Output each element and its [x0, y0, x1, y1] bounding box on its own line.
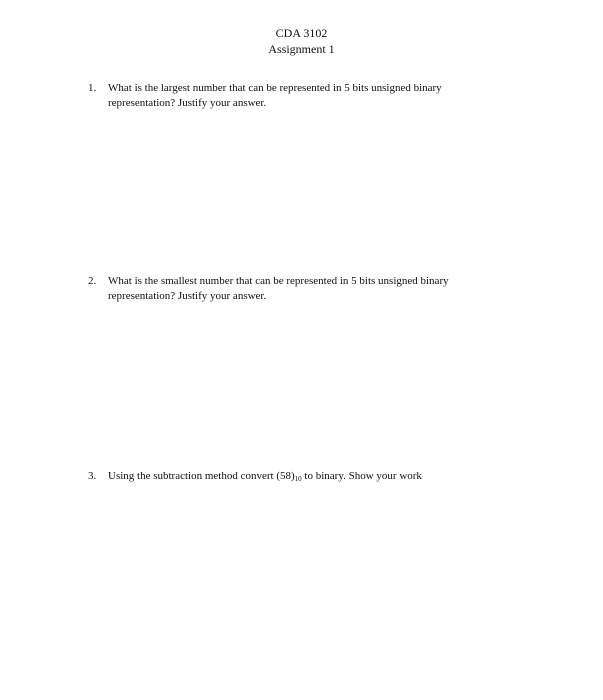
question-text: What is the largest number that can be represented in 5 bits unsigned binary representation? Justify your answer.	[108, 82, 442, 109]
question-text-before: Using the subtraction method convert (58)	[108, 470, 295, 482]
question-text: What is the smallest number that can be represented in 5 bits unsigned binary representation? Justify your answer.	[108, 275, 449, 302]
question-text	[108, 469, 508, 487]
question-3	[88, 469, 508, 487]
course-title: CDA 3102	[275, 26, 328, 40]
question-number: 2.	[88, 275, 97, 287]
question-text-after: to binary. Show your work	[301, 470, 422, 482]
question-2	[88, 274, 508, 304]
base-subscript: 10	[294, 475, 302, 483]
question-number: 3.	[88, 470, 97, 482]
assignment-title: Assignment 1	[268, 42, 335, 56]
question-1	[88, 81, 508, 111]
question-number: 1.	[88, 82, 97, 94]
